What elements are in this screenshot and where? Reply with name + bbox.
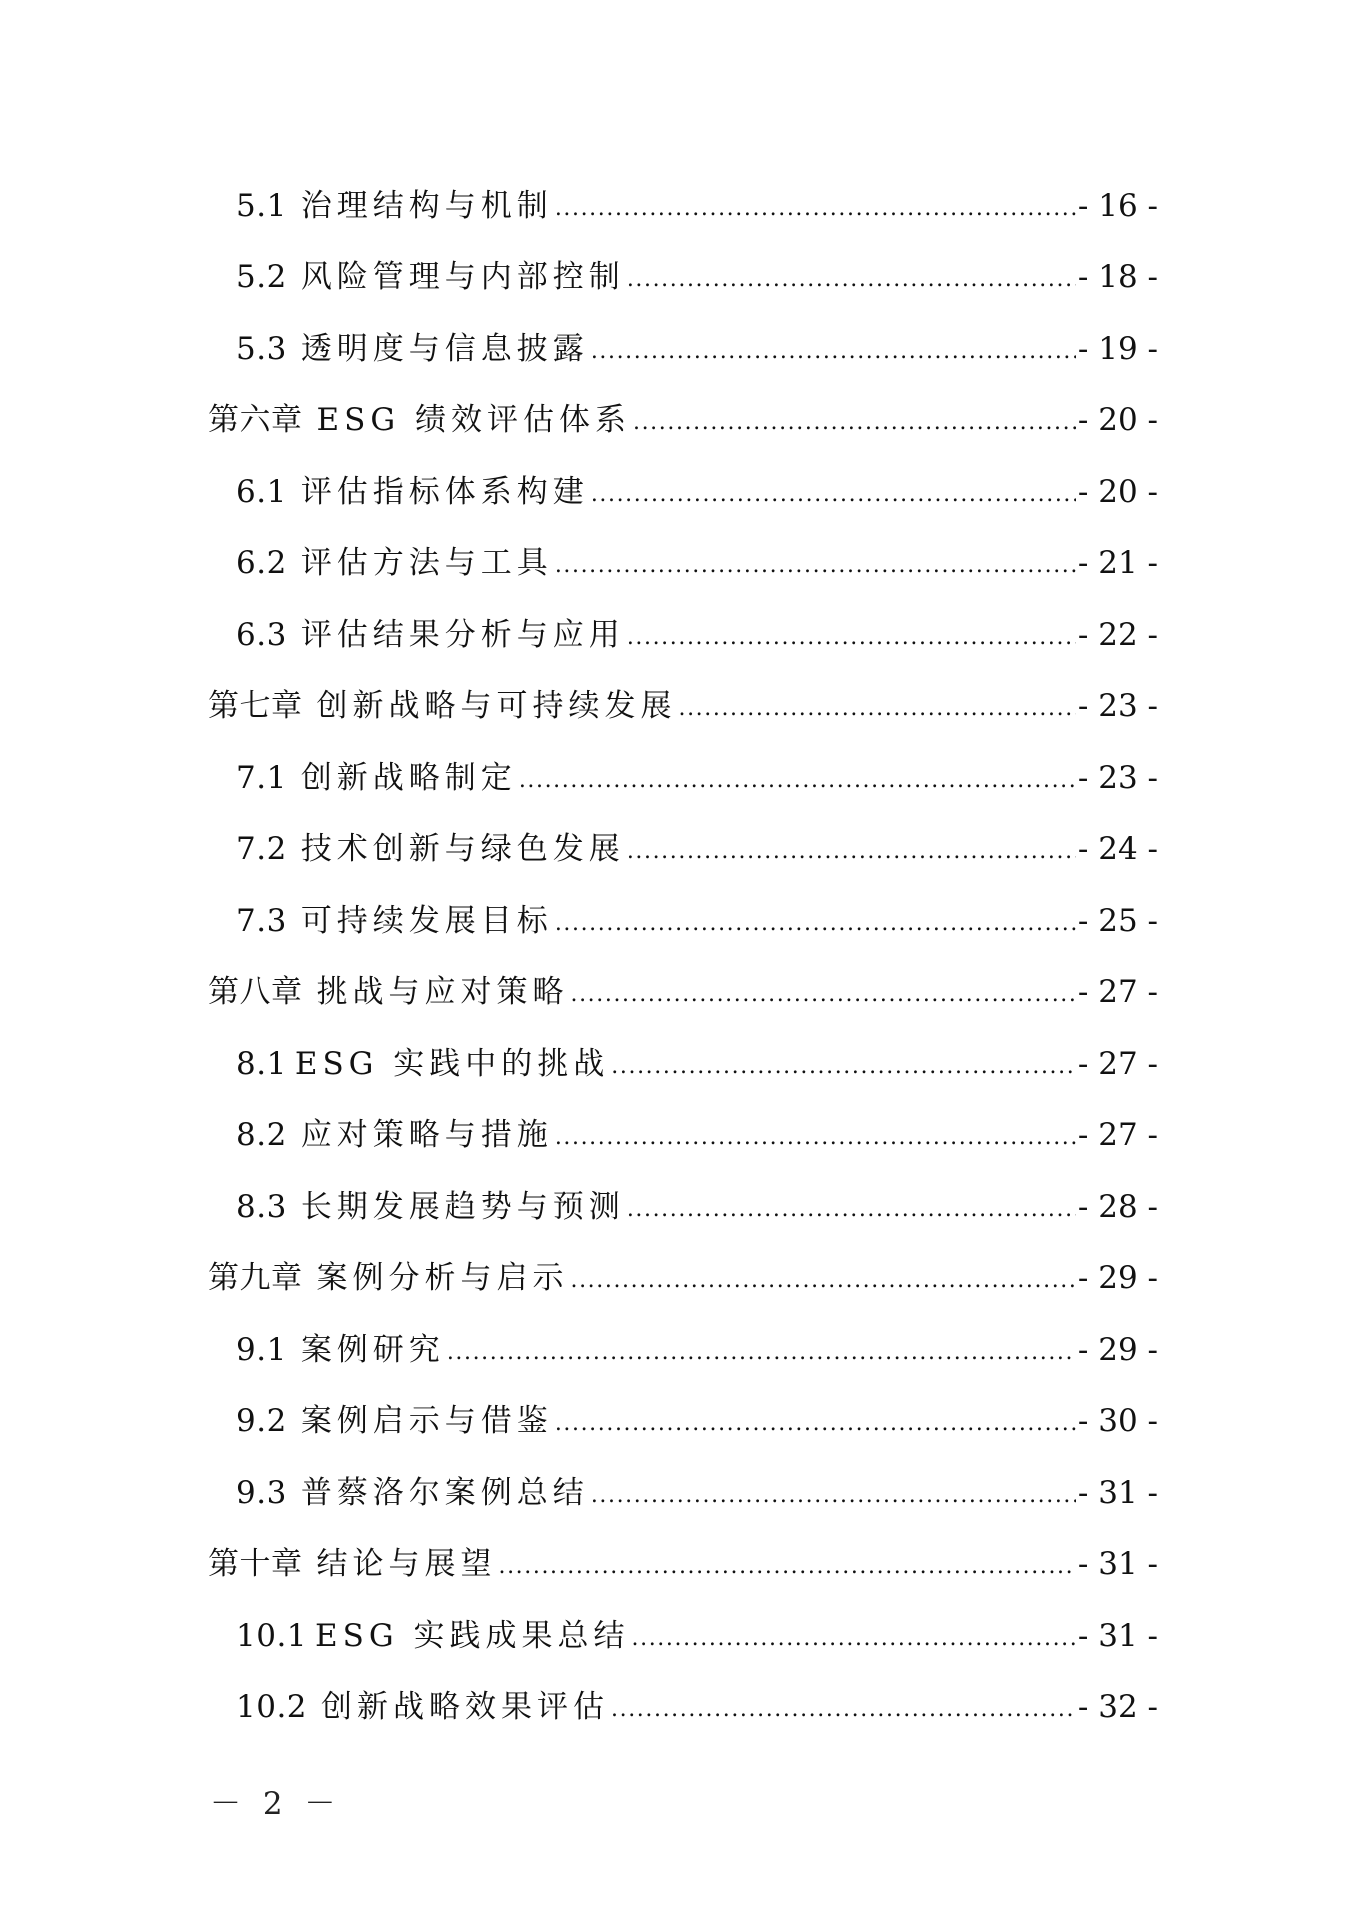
toc-chapter[interactable]	[208, 1529, 1158, 1601]
toc-chapter-title: 创新战略与可持续发展	[316, 688, 677, 725]
toc-entry-number: 10.1	[236, 1617, 308, 1654]
toc-chapter-title: ESG 绩效评估体系	[316, 402, 631, 439]
toc-leader-dots	[611, 1687, 1076, 1727]
toc-leader-dots	[591, 1473, 1076, 1513]
toc-entry[interactable]	[208, 170, 1158, 242]
toc-entry-title: ESG 实践中的挑战	[294, 1045, 610, 1082]
toc-leader-dots	[555, 186, 1076, 226]
toc-entry[interactable]	[208, 885, 1158, 957]
toc-entry-title: 创新战略制定	[300, 759, 517, 796]
toc-chapter-number: 第八章	[208, 974, 303, 1011]
toc-entry-page: - 16 -	[1077, 187, 1158, 224]
toc-entry-page: - 28 -	[1077, 1188, 1158, 1225]
toc-entry-title: 创新战略效果评估	[321, 1689, 610, 1726]
toc-entry-page: - 30 -	[1077, 1403, 1158, 1440]
toc-chapter[interactable]	[208, 385, 1158, 457]
toc-leader-dots	[571, 972, 1076, 1012]
toc-entry[interactable]	[208, 599, 1158, 671]
toc-leader-dots	[632, 1616, 1076, 1656]
toc-entry-title: 技术创新与绿色发展	[300, 831, 625, 868]
toc-entry-number: 5.1	[236, 187, 287, 224]
toc-leader-dots	[627, 829, 1076, 869]
toc-entry-page: - 21 -	[1077, 545, 1158, 582]
toc-entry-page: - 31 -	[1077, 1474, 1158, 1511]
toc-entry-title: 普蔡洛尔案例总结	[300, 1474, 589, 1511]
toc-entry-page: - 27 -	[1077, 974, 1158, 1011]
toc-entry-title: 评估指标体系构建	[300, 473, 589, 510]
toc-entry-page: - 31 -	[1077, 1546, 1158, 1583]
toc-entry-page: - 31 -	[1077, 1617, 1158, 1654]
toc-chapter[interactable]	[208, 671, 1158, 743]
toc-entry-title: 评估方法与工具	[300, 545, 553, 582]
toc-entry-number: 9.3	[236, 1474, 287, 1511]
toc-entry-title: 治理结构与机制	[300, 187, 553, 224]
toc-chapter-number: 第六章	[208, 402, 303, 439]
toc-entry-title: 透明度与信息披露	[300, 330, 589, 367]
toc-leader-dots	[591, 472, 1076, 512]
toc-entry-page: - 27 -	[1077, 1117, 1158, 1154]
toc-entry-title: 长期发展趋势与预测	[300, 1188, 625, 1225]
toc-leader-dots	[519, 758, 1076, 798]
toc-entry-page: - 20 -	[1077, 473, 1158, 510]
toc-entry-page: - 19 -	[1077, 330, 1158, 367]
toc-entry-page: - 23 -	[1077, 759, 1158, 796]
toc-leader-dots	[627, 257, 1076, 297]
toc-entry[interactable]	[208, 456, 1158, 528]
toc-entry-title: 案例研究	[300, 1331, 445, 1368]
toc-entry[interactable]	[208, 313, 1158, 385]
toc-entry-title: ESG 实践成果总结	[315, 1617, 630, 1654]
toc-leader-dots	[591, 329, 1076, 369]
toc-entry-title: 案例启示与借鉴	[300, 1403, 553, 1440]
toc-entry-title: 可持续发展目标	[300, 902, 553, 939]
toc-leader-dots	[633, 400, 1076, 440]
toc-entry[interactable]	[208, 814, 1158, 886]
toc-entry-number: 10.2	[236, 1689, 308, 1726]
toc-entry-page: - 22 -	[1077, 616, 1158, 653]
toc-entry-title: 应对策略与措施	[300, 1117, 553, 1154]
toc-entry-page: - 24 -	[1077, 831, 1158, 868]
toc-entry-number: 8.3	[236, 1188, 287, 1225]
toc-entry[interactable]	[208, 1600, 1158, 1672]
toc-entry[interactable]	[208, 1171, 1158, 1243]
toc-chapter-number: 第九章	[208, 1260, 303, 1297]
toc-leader-dots	[571, 1258, 1076, 1298]
toc-entry-number: 5.3	[236, 330, 287, 367]
table-of-contents	[208, 170, 1158, 1743]
toc-leader-dots	[627, 1187, 1076, 1227]
toc-entry-number: 9.2	[236, 1403, 287, 1440]
toc-leader-dots	[499, 1544, 1076, 1584]
toc-entry[interactable]	[208, 1028, 1158, 1100]
toc-chapter-number: 第七章	[208, 688, 303, 725]
toc-entry-number: 6.1	[236, 473, 287, 510]
toc-entry[interactable]	[208, 1457, 1158, 1529]
toc-leader-dots	[611, 1044, 1076, 1084]
toc-entry[interactable]	[208, 742, 1158, 814]
toc-chapter-number: 第十章	[208, 1546, 303, 1583]
toc-entry-title: 评估结果分析与应用	[300, 616, 625, 653]
toc-entry-title: 风险管理与内部控制	[300, 259, 625, 296]
toc-entry-page: - 20 -	[1077, 402, 1158, 439]
toc-chapter[interactable]	[208, 957, 1158, 1029]
toc-leader-dots	[555, 901, 1076, 941]
toc-leader-dots	[555, 543, 1076, 583]
toc-leader-dots	[679, 686, 1076, 726]
toc-entry-page: - 29 -	[1077, 1260, 1158, 1297]
page-number-footer: － 2 －	[210, 1786, 342, 1822]
toc-chapter-title: 结论与展望	[316, 1546, 497, 1583]
toc-entry-number: 7.1	[236, 759, 287, 796]
toc-entry[interactable]	[208, 1100, 1158, 1172]
toc-entry-number: 7.2	[236, 831, 287, 868]
toc-entry-number: 6.3	[236, 616, 287, 653]
toc-chapter-title: 挑战与应对策略	[316, 974, 569, 1011]
toc-entry-page: - 27 -	[1077, 1045, 1158, 1082]
toc-entry[interactable]	[208, 528, 1158, 600]
toc-entry-page: - 32 -	[1077, 1689, 1158, 1726]
toc-chapter-title: 案例分析与启示	[316, 1260, 569, 1297]
toc-leader-dots	[555, 1115, 1076, 1155]
toc-entry[interactable]	[208, 242, 1158, 314]
toc-entry-page: - 25 -	[1077, 902, 1158, 939]
toc-leader-dots	[555, 1401, 1076, 1441]
toc-leader-dots	[447, 1330, 1076, 1370]
toc-entry-number: 8.1	[236, 1045, 287, 1082]
toc-entry[interactable]	[208, 1314, 1158, 1386]
toc-entry[interactable]	[208, 1386, 1158, 1458]
toc-entry-page: - 23 -	[1077, 688, 1158, 725]
toc-entry-number: 9.1	[236, 1331, 287, 1368]
toc-entry-number: 8.2	[236, 1117, 287, 1154]
toc-entry[interactable]	[208, 1672, 1158, 1744]
toc-entry-page: - 29 -	[1077, 1331, 1158, 1368]
toc-entry-number: 7.3	[236, 902, 287, 939]
toc-entry-page: - 18 -	[1077, 259, 1158, 296]
toc-leader-dots	[627, 615, 1076, 655]
toc-entry-number: 5.2	[236, 259, 287, 296]
toc-entry-number: 6.2	[236, 545, 287, 582]
toc-chapter[interactable]	[208, 1243, 1158, 1315]
